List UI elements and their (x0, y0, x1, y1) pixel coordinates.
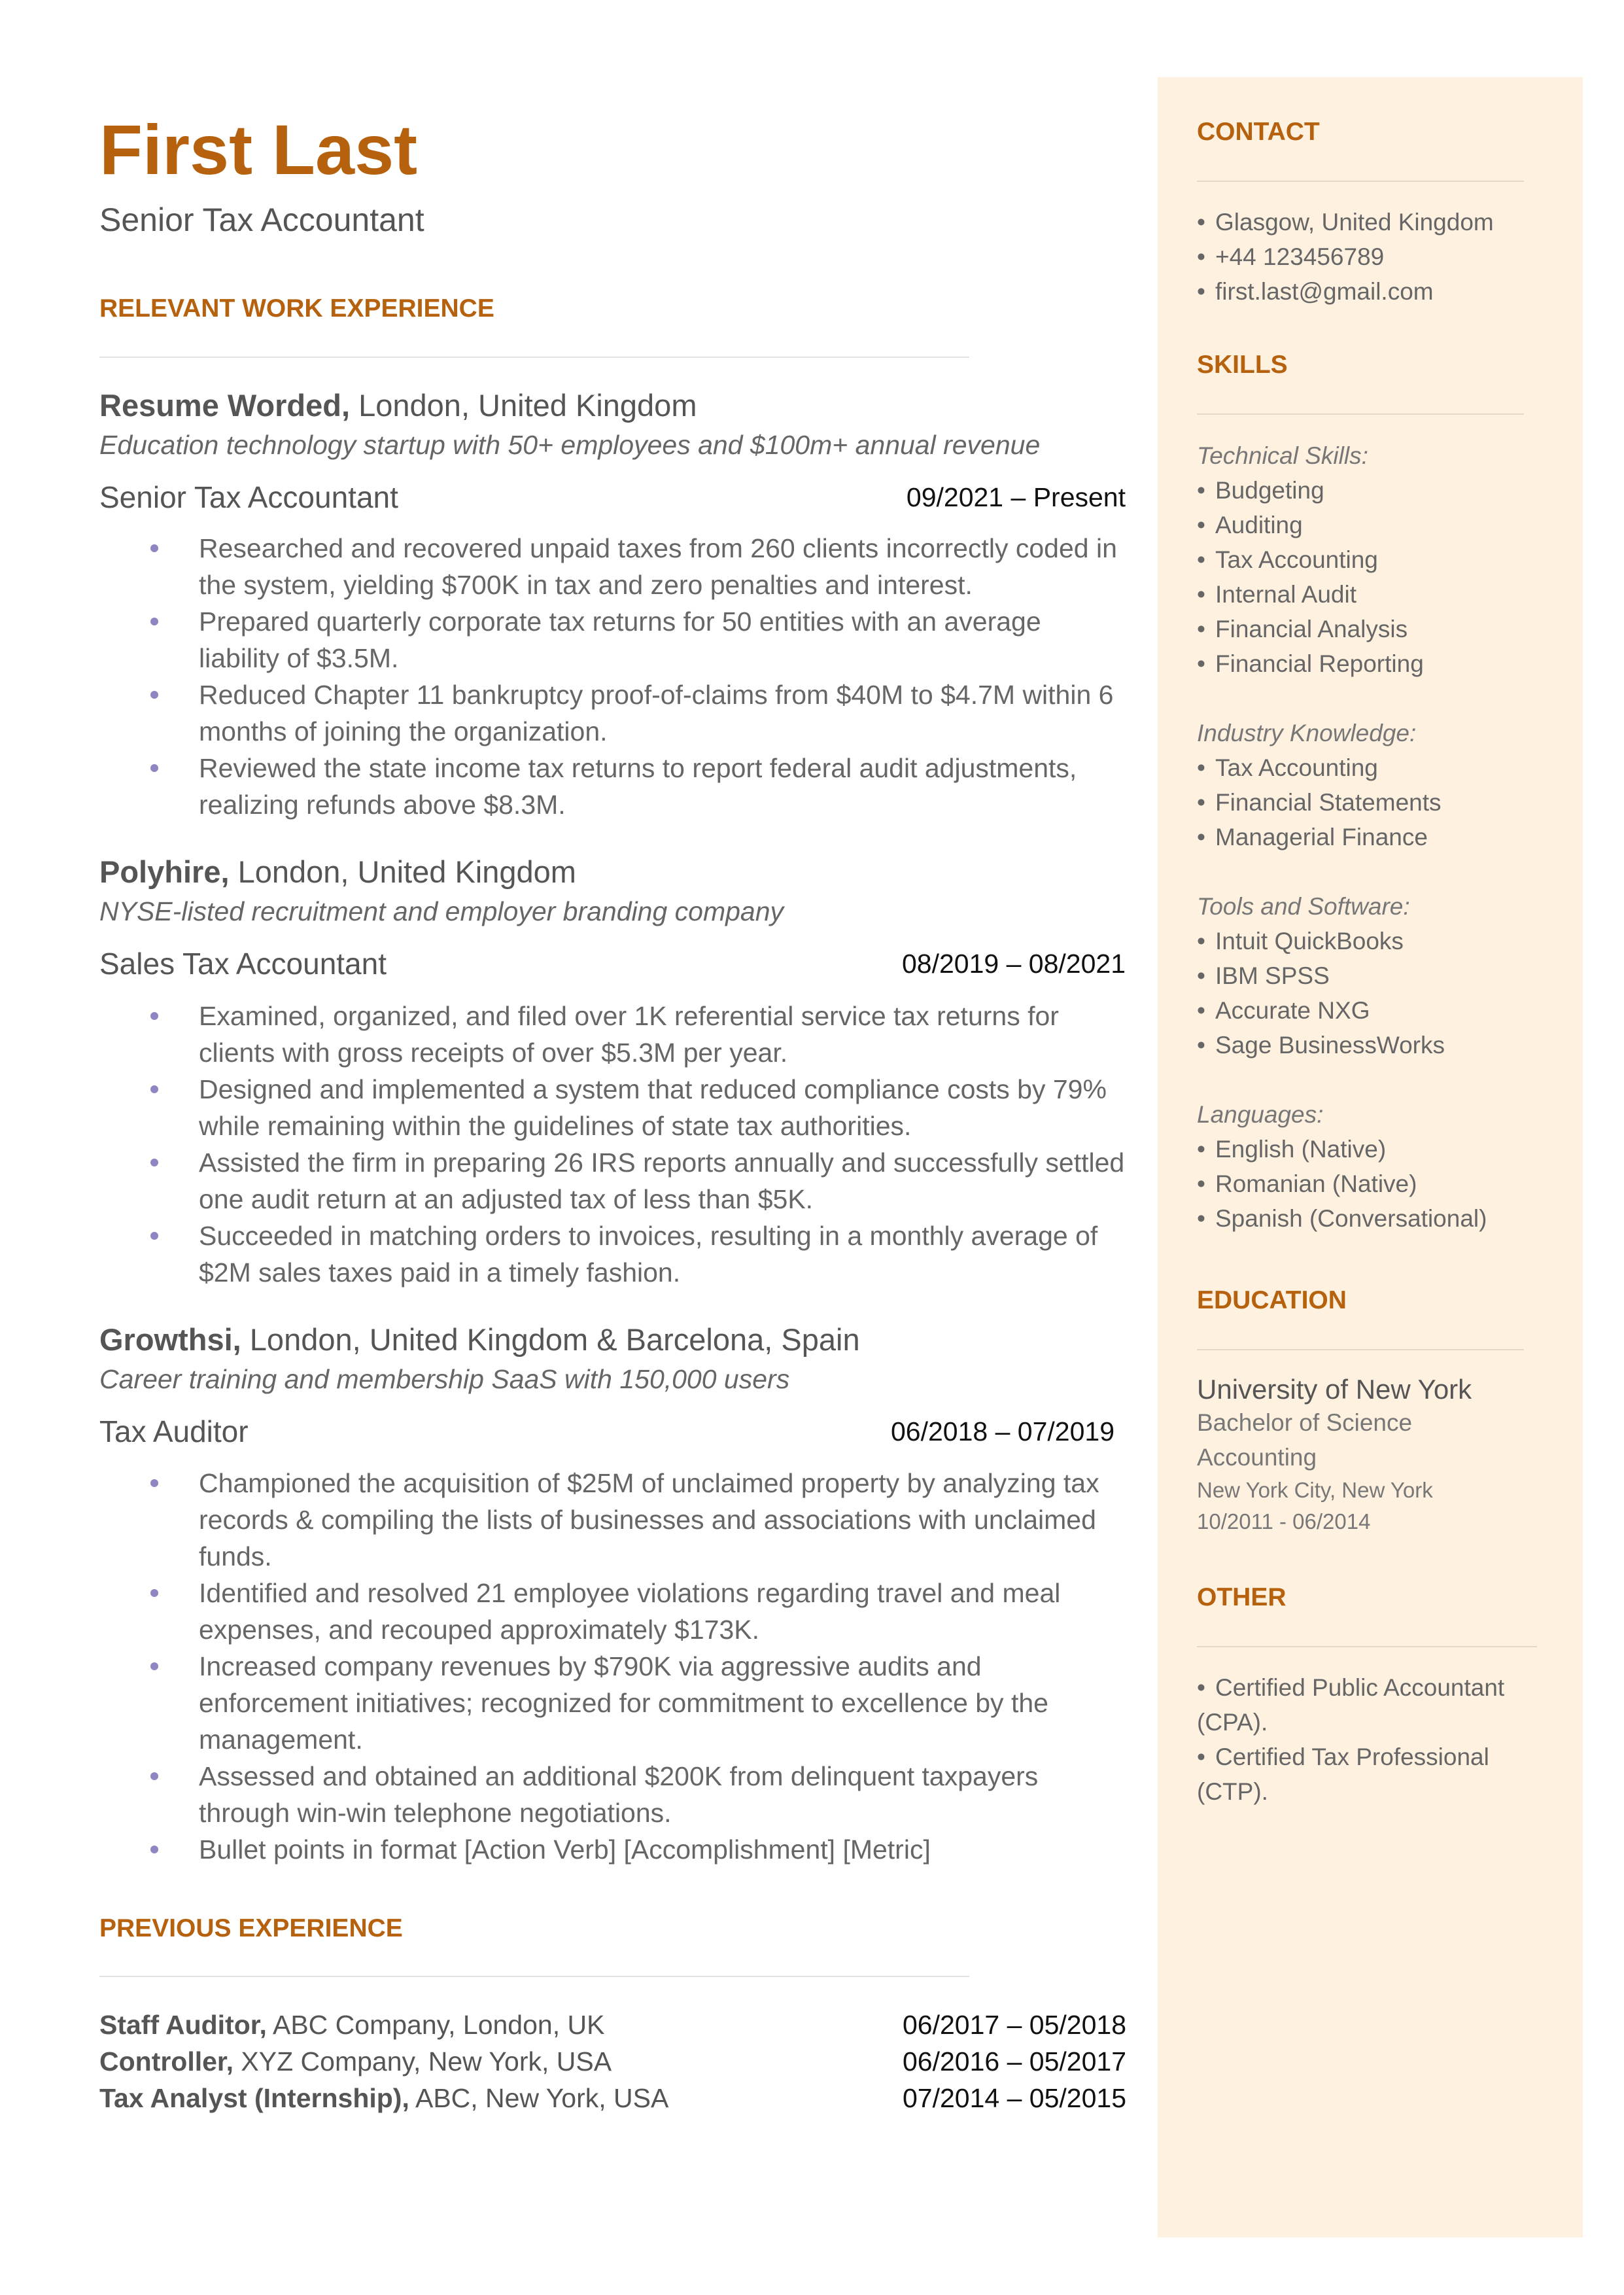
previous-org: ABC, New York, USA (409, 2083, 669, 2113)
previous-experience-heading: PREVIOUS EXPERIENCE (99, 1914, 403, 1942)
list-item: • Financial Statements (1197, 785, 1487, 820)
list-item: Examined, organized, and filed over 1K referential service tax returns for clients with gross receipts of over $5.3M per year. (99, 998, 1126, 1071)
list-item: • Auditing (1197, 508, 1487, 542)
job-dates: 09/2021 – Present (906, 482, 1126, 512)
job-dates: 06/2018 – 07/2019 (891, 1416, 1114, 1446)
education-block (1197, 1374, 1472, 1537)
job-role: Senior Tax Accountant (99, 480, 398, 514)
bullet-icon: • (1197, 1205, 1205, 1232)
bullet-icon: • (1197, 789, 1205, 816)
bullet-icon: • (1197, 1032, 1205, 1059)
list-item: • Accurate NXG (1197, 993, 1487, 1028)
bullet-icon: • (1197, 581, 1205, 608)
job-bullets (99, 1465, 1126, 1868)
list-item: Reviewed the state income tax returns to report federal audit adjustments, realizing refunds above $8.3M. (99, 750, 1126, 823)
list-item: • Certified Tax Professional (CTP). (1197, 1740, 1524, 1809)
bullet-icon: • (1197, 962, 1205, 989)
list-item: Identified and resolved 21 employee violations regarding travel and meal expenses, and recouped approximately $173K. (99, 1575, 1126, 1648)
company-name: Polyhire, (99, 854, 230, 889)
company-name: Growthsi, (99, 1322, 241, 1357)
job-company-line (99, 854, 576, 890)
list-item: • Financial Reporting (1197, 646, 1487, 681)
bullet-icon: • (1197, 477, 1205, 504)
education-dates: 10/2011 - 06/2014 (1197, 1509, 1371, 1533)
bullet-icon: • (1197, 616, 1205, 642)
list-item: Succeeded in matching orders to invoices, resulting in a monthly average of $2M sales taxes paid in a timely fashion. (99, 1218, 1126, 1291)
section-divider (99, 357, 969, 358)
company-location: London, United Kingdom (229, 854, 576, 889)
list-item: • Certified Public Accountant (CPA). (1197, 1670, 1524, 1740)
list-item: Championed the acquisition of $25M of unclaimed property by analyzing tax records & compiling the lists of businesses and associations with unclaimed funds. (99, 1465, 1126, 1575)
list-item: Assessed and obtained an additional $200K from delinquent taxpayers through win-win telephone negotiations. (99, 1758, 1126, 1831)
previous-dates: 07/2014 – 05/2015 (903, 2083, 1126, 2113)
education-location: New York City, New York (1197, 1478, 1433, 1502)
bullet-icon: • (1197, 546, 1205, 573)
list-item: • Romanian (Native) (1197, 1166, 1487, 1201)
bullet-icon: • (1197, 1743, 1205, 1770)
job-company-line (99, 1322, 860, 1358)
bullet-icon: • (1197, 928, 1205, 955)
bullet-icon: • (1197, 997, 1205, 1024)
list-item: • Sage BusinessWorks (1197, 1028, 1487, 1062)
bullet-icon: • (1197, 209, 1205, 236)
list-item: Reduced Chapter 11 bankruptcy proof-of-claims from $40M to $4.7M within 6 months of joining the organization. (99, 676, 1126, 750)
company-location: London, United Kingdom & Barcelona, Spain (241, 1322, 860, 1357)
previous-row (99, 2046, 1126, 2083)
contact-phone: • +44 123456789 (1197, 239, 1494, 274)
previous-dates: 06/2016 – 05/2017 (903, 2046, 1126, 2076)
company-name: Resume Worded, (99, 388, 351, 423)
section-divider (99, 1976, 969, 1977)
job-company-line (99, 387, 697, 423)
previous-title: Tax Analyst (Internship), (99, 2083, 409, 2113)
education-heading: EDUCATION (1197, 1286, 1347, 1314)
list-item: Assisted the firm in preparing 26 IRS reports annually and successfully settled one audit return at an adjusted tax of less than $5K. (99, 1144, 1126, 1218)
list-item: Designed and implemented a system that reduced compliance costs by 79% while remaining within the guidelines of state tax authorities. (99, 1071, 1126, 1144)
section-divider (1197, 1349, 1524, 1350)
other-heading: OTHER (1197, 1583, 1287, 1611)
bullet-icon: • (1197, 650, 1205, 677)
job-bullets (99, 998, 1126, 1291)
list-item: • Tax Accounting (1197, 750, 1487, 785)
bullet-icon: • (1197, 754, 1205, 781)
job-role: Tax Auditor (99, 1414, 249, 1448)
skills-list (1197, 438, 1487, 1236)
contact-list (1197, 205, 1494, 309)
previous-dates: 06/2017 – 05/2018 (903, 2010, 1126, 2040)
list-item: • Tax Accounting (1197, 542, 1487, 577)
job-bullets (99, 530, 1126, 823)
skills-languages-label: Languages: (1197, 1101, 1324, 1128)
bullet-icon: • (1197, 1136, 1205, 1163)
company-location: London, United Kingdom (350, 388, 697, 423)
candidate-name: First Last (99, 110, 418, 189)
previous-title: Controller, (99, 2046, 234, 2076)
contact-heading: CONTACT (1197, 118, 1320, 146)
skills-industry-label: Industry Knowledge: (1197, 720, 1417, 746)
company-description: Career training and membership SaaS with 150,000 users (99, 1364, 790, 1394)
skills-heading: SKILLS (1197, 351, 1288, 379)
previous-row (99, 2010, 1126, 2046)
list-item: • English (Native) (1197, 1132, 1487, 1166)
education-school: University of New York (1197, 1374, 1472, 1405)
education-degree: Bachelor of Science (1197, 1409, 1413, 1436)
list-item: • Intuit QuickBooks (1197, 924, 1487, 958)
contact-email[interactable]: • first.last@gmail.com (1197, 274, 1494, 309)
candidate-title: Senior Tax Accountant (99, 201, 424, 238)
list-item: • Internal Audit (1197, 577, 1487, 612)
list-item: • IBM SPSS (1197, 958, 1487, 993)
job-dates: 08/2019 – 08/2021 (902, 949, 1126, 979)
bullet-icon: • (1197, 278, 1205, 305)
previous-row (99, 2083, 1126, 2120)
bullet-icon: • (1197, 824, 1205, 850)
section-divider (1197, 1646, 1537, 1647)
list-item: • Spanish (Conversational) (1197, 1201, 1487, 1236)
skills-technical-label: Technical Skills: (1197, 442, 1368, 469)
list-item: • Financial Analysis (1197, 612, 1487, 646)
bullet-icon: • (1197, 512, 1205, 538)
previous-org: XYZ Company, New York, USA (233, 2046, 612, 2076)
list-item: Bullet points in format [Action Verb] [Accomplishment] [Metric] (99, 1831, 1126, 1868)
other-list (1197, 1670, 1524, 1809)
company-description: NYSE-listed recruitment and employer branding company (99, 896, 784, 926)
bullet-icon: • (1197, 1674, 1205, 1701)
previous-org: ABC Company, London, UK (266, 2010, 605, 2040)
education-field: Accounting (1197, 1444, 1317, 1471)
section-divider (1197, 181, 1524, 182)
bullet-icon: • (1197, 1170, 1205, 1197)
list-item: • Budgeting (1197, 473, 1487, 508)
work-experience-heading: RELEVANT WORK EXPERIENCE (99, 294, 494, 323)
list-item: Prepared quarterly corporate tax returns for 50 entities with an average liability of $3.5M. (99, 603, 1126, 676)
previous-title: Staff Auditor, (99, 2010, 267, 2040)
bullet-icon: • (1197, 243, 1205, 270)
company-description: Education technology startup with 50+ employees and $100m+ annual revenue (99, 430, 1041, 460)
list-item: Increased company revenues by $790K via aggressive audits and enforcement initiatives; recognized for commitment to excellence by the management. (99, 1648, 1126, 1758)
section-divider (1197, 413, 1524, 415)
contact-location: • Glasgow, United Kingdom (1197, 205, 1494, 239)
list-item: Researched and recovered unpaid taxes from 260 clients incorrectly coded in the system, yielding $700K in tax and zero penalties and interest. (99, 530, 1126, 603)
skills-tools-label: Tools and Software: (1197, 893, 1410, 920)
list-item: • Managerial Finance (1197, 820, 1487, 854)
job-role: Sales Tax Accountant (99, 947, 387, 981)
